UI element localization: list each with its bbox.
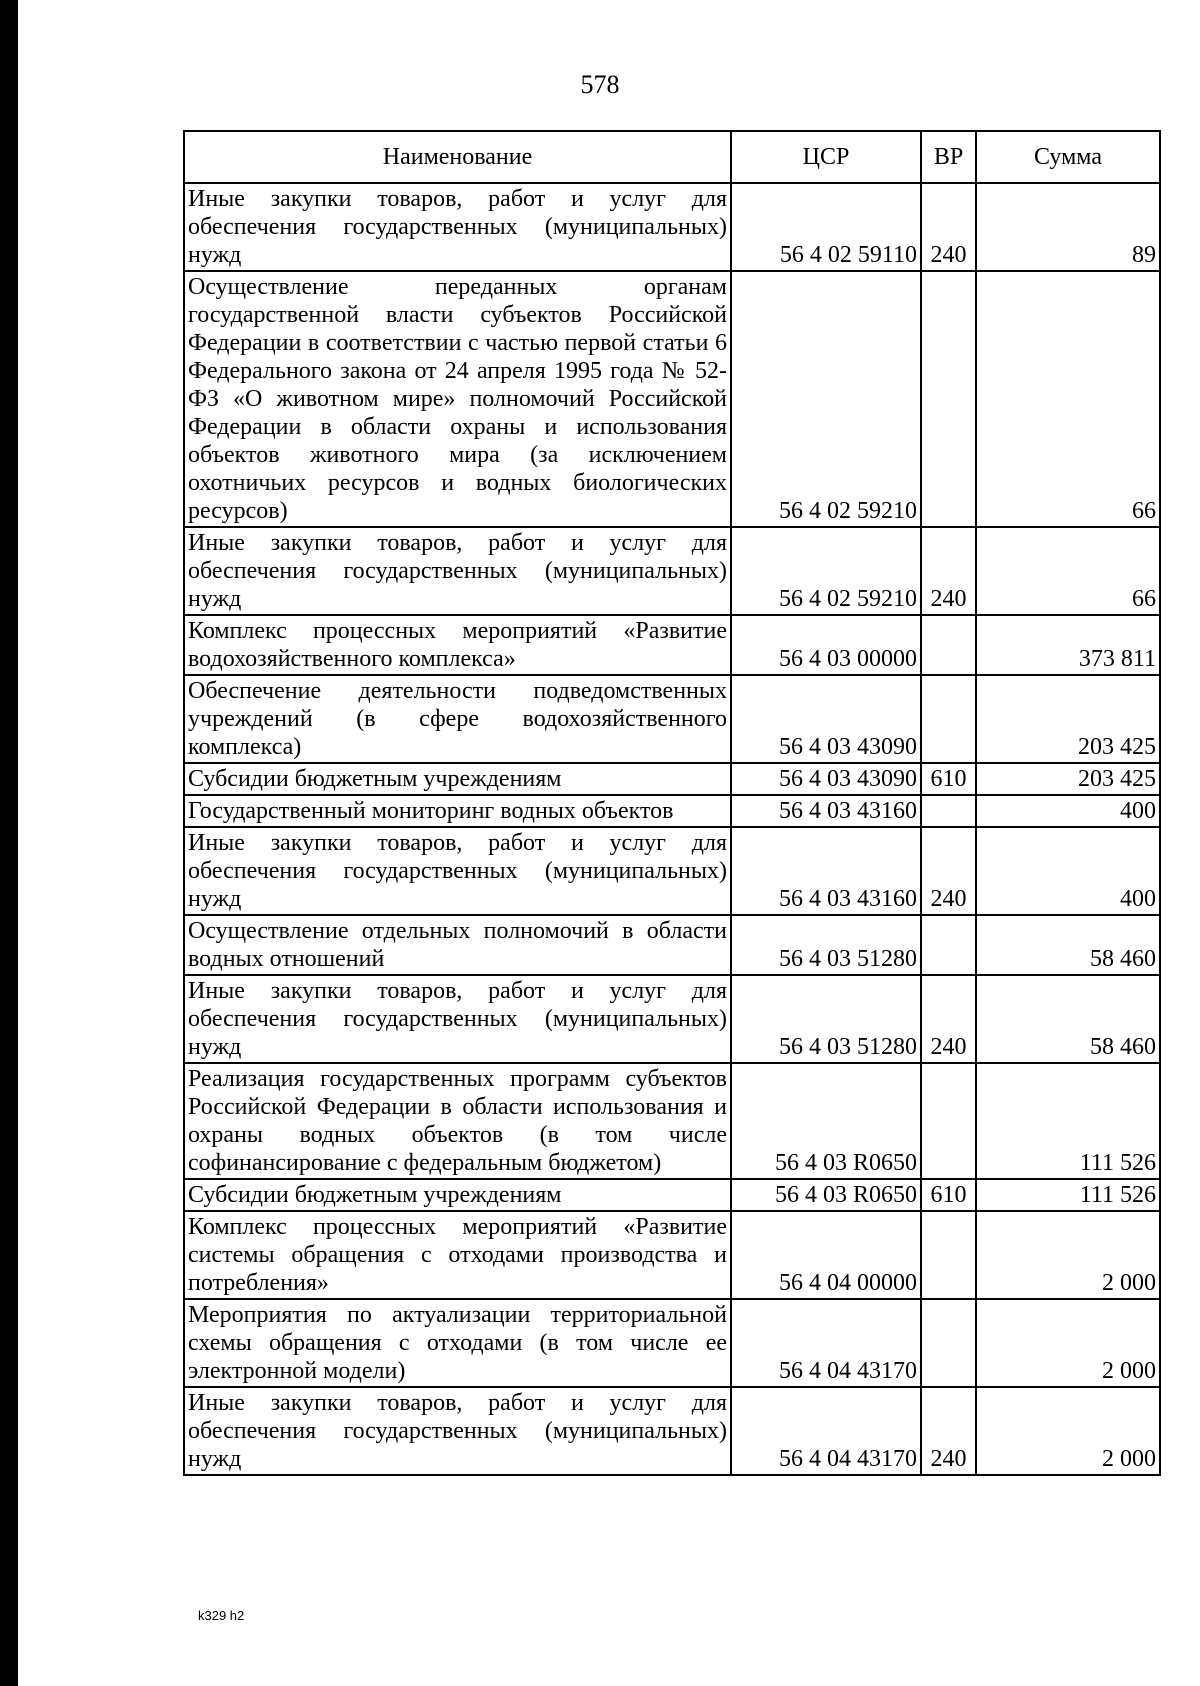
- row-sum: 203 425: [976, 763, 1160, 795]
- row-csr: 56 4 02 59110: [731, 183, 921, 271]
- row-name: Иные закупки товаров, работ и услуг для обеспечения государственных (муниципальных) нужд: [184, 975, 731, 1063]
- row-name: Комплекс процессных мероприятий «Развитие системы обращения с отходами производства и потребления»: [184, 1211, 731, 1299]
- table-header-row: [184, 131, 1160, 183]
- table-row: [184, 763, 1160, 795]
- row-vr: [921, 915, 976, 975]
- row-name: Мероприятия по актуализации территориальной схемы обращения с отходами (в том числе ее электронной модели): [184, 1299, 731, 1387]
- row-sum: 89: [976, 183, 1160, 271]
- row-csr: 56 4 03 00000: [731, 615, 921, 675]
- table-row: [184, 1299, 1160, 1387]
- row-sum: 2 000: [976, 1211, 1160, 1299]
- row-vr: 240: [921, 183, 976, 271]
- table-row: [184, 271, 1160, 527]
- row-sum: 58 460: [976, 975, 1160, 1063]
- row-sum: 400: [976, 795, 1160, 827]
- row-vr: [921, 615, 976, 675]
- row-sum: 203 425: [976, 675, 1160, 763]
- row-csr: 56 4 03 R0650: [731, 1179, 921, 1211]
- header-vr: ВР: [921, 131, 976, 183]
- table-row: [184, 1211, 1160, 1299]
- table-row: [184, 527, 1160, 615]
- row-sum: 373 811: [976, 615, 1160, 675]
- row-sum: 58 460: [976, 915, 1160, 975]
- row-sum: 66: [976, 271, 1160, 527]
- row-name: Иные закупки товаров, работ и услуг для обеспечения государственных (муниципальных) нужд: [184, 827, 731, 915]
- row-name: Иные закупки товаров, работ и услуг для обеспечения государственных (муниципальных) нужд: [184, 527, 731, 615]
- row-name: Государственный мониторинг водных объектов: [184, 795, 731, 827]
- row-name: Иные закупки товаров, работ и услуг для обеспечения государственных (муниципальных) нужд: [184, 183, 731, 271]
- row-csr: 56 4 03 43090: [731, 675, 921, 763]
- row-vr: 610: [921, 763, 976, 795]
- table-row: [184, 183, 1160, 271]
- table-row: [184, 827, 1160, 915]
- table-row: [184, 1387, 1160, 1475]
- row-vr: 240: [921, 975, 976, 1063]
- table-row: [184, 1179, 1160, 1211]
- row-vr: [921, 1299, 976, 1387]
- row-vr: 240: [921, 527, 976, 615]
- row-name: Осуществление переданных органам государственной власти субъектов Российской Федерации в соответствии с частью первой статьи 6 Федерального закона от 24 апреля 1995 года № 52-ФЗ «О животном мире» полномочий Российской Федерации в области охраны и использования объектов животного мира (за исключением охотничьих ресурсов и водных биологических ресурсов): [184, 271, 731, 527]
- table-row: [184, 975, 1160, 1063]
- row-csr: 56 4 03 43160: [731, 795, 921, 827]
- header-name: Наименование: [184, 131, 731, 183]
- row-sum: 2 000: [976, 1387, 1160, 1475]
- row-csr: 56 4 03 R0650: [731, 1063, 921, 1179]
- header-sum: Сумма: [976, 131, 1160, 183]
- table-row: [184, 915, 1160, 975]
- row-name: Субсидии бюджетным учреждениям: [184, 1179, 731, 1211]
- row-vr: 240: [921, 827, 976, 915]
- row-sum: 111 526: [976, 1179, 1160, 1211]
- row-vr: [921, 1063, 976, 1179]
- table-row: [184, 675, 1160, 763]
- table-row: [184, 795, 1160, 827]
- scan-edge: [0, 0, 18, 1686]
- table-row: [184, 1063, 1160, 1179]
- row-csr: 56 4 04 00000: [731, 1211, 921, 1299]
- row-vr: 240: [921, 1387, 976, 1475]
- row-name: Реализация государственных программ субъектов Российской Федерации в области использования и охраны водных объектов (в том числе софинансирование с федеральным бюджетом): [184, 1063, 731, 1179]
- row-csr: 56 4 03 43160: [731, 827, 921, 915]
- row-vr: [921, 795, 976, 827]
- row-name: Осуществление отдельных полномочий в области водных отношений: [184, 915, 731, 975]
- row-sum: 2 000: [976, 1299, 1160, 1387]
- row-csr: 56 4 04 43170: [731, 1299, 921, 1387]
- row-sum: 66: [976, 527, 1160, 615]
- row-name: Иные закупки товаров, работ и услуг для обеспечения государственных (муниципальных) нужд: [184, 1387, 731, 1475]
- row-csr: 56 4 03 43090: [731, 763, 921, 795]
- row-csr: 56 4 04 43170: [731, 1387, 921, 1475]
- table-row: [184, 615, 1160, 675]
- row-csr: 56 4 02 59210: [731, 527, 921, 615]
- row-vr: 610: [921, 1179, 976, 1211]
- header-csr: ЦСР: [731, 131, 921, 183]
- row-csr: 56 4 03 51280: [731, 975, 921, 1063]
- budget-table: [183, 130, 1161, 1476]
- row-vr: [921, 1211, 976, 1299]
- row-name: Комплекс процессных мероприятий «Развитие водохозяйственного комплекса»: [184, 615, 731, 675]
- footer-code: k329 h2: [198, 1608, 245, 1623]
- page-number: 578: [580, 70, 620, 99]
- row-vr: [921, 271, 976, 527]
- row-sum: 111 526: [976, 1063, 1160, 1179]
- row-vr: [921, 675, 976, 763]
- row-csr: 56 4 02 59210: [731, 271, 921, 527]
- row-sum: 400: [976, 827, 1160, 915]
- row-name: Обеспечение деятельности подведомственных учреждений (в сфере водохозяйственного комплекса): [184, 675, 731, 763]
- row-name: Субсидии бюджетным учреждениям: [184, 763, 731, 795]
- row-csr: 56 4 03 51280: [731, 915, 921, 975]
